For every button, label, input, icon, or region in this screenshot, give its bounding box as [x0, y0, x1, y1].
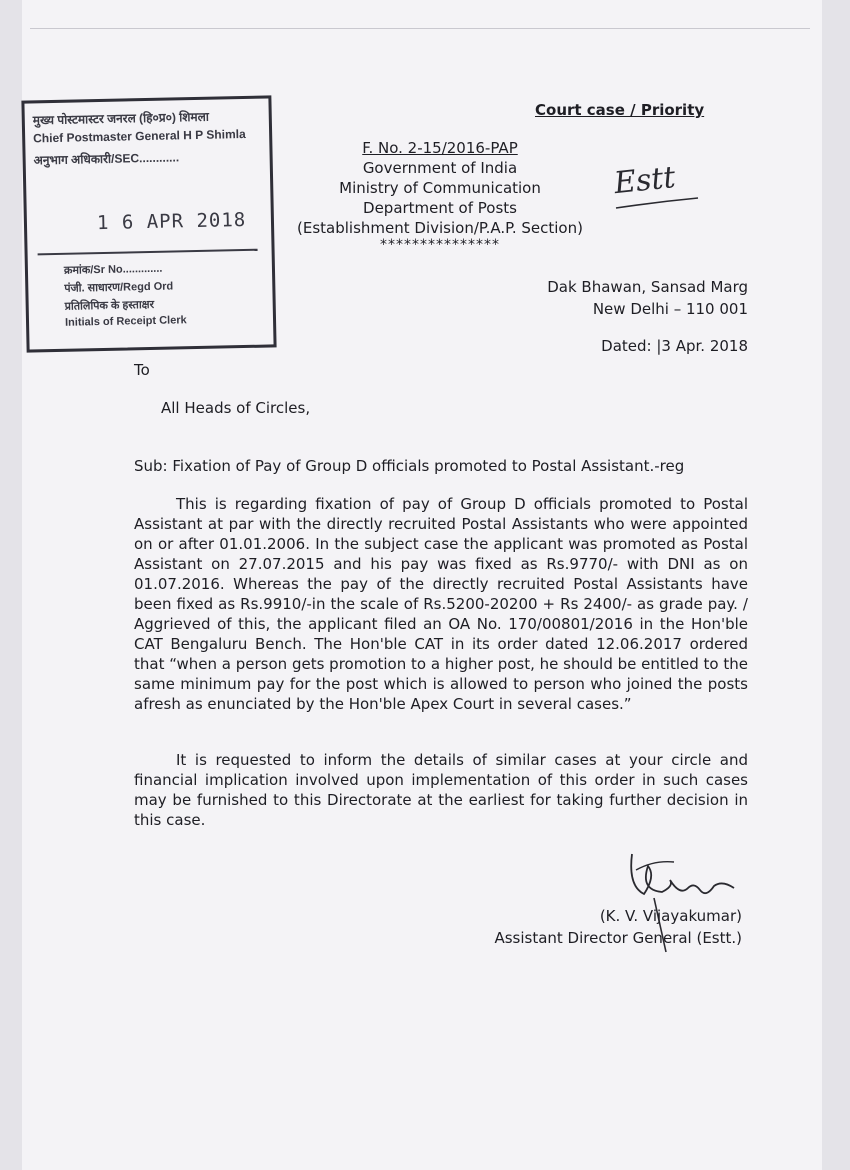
letter-header	[280, 138, 600, 252]
paragraph-2-text: It is requested to inform the details of similar cases at your circle and financial implication involved upon implementation of this order in such cases may be furnished to this Directorate at the earliest for taking further decision in this case.	[134, 751, 748, 829]
header-ministry: Ministry of Communication	[339, 179, 541, 197]
stamp-office-english: Chief Postmaster General H P Shimla	[33, 126, 246, 146]
stamp-initials-hindi: प्रतिलिपिक के हस्ताक्षर	[64, 298, 155, 313]
letter-date: Dated: |3 Apr. 2018	[601, 337, 748, 355]
to-label: To	[134, 361, 150, 379]
address-line-2: New Delhi – 110 001	[592, 300, 748, 318]
stamp-serial-label: क्रमांक/Sr No.............	[63, 262, 163, 277]
signatory-designation: Assistant Director General (Estt.)	[494, 929, 742, 947]
header-division: (Establishment Division/P.A.P. Section)	[297, 219, 583, 237]
handwritten-annotation	[606, 150, 706, 216]
header-government: Government of India	[362, 159, 518, 177]
addressee: All Heads of Circles,	[161, 399, 311, 417]
stamp-office-hindi: मुख्य पोस्टमास्टर जनरल (हि०प्र०) शिमला	[32, 109, 210, 128]
header-department: Department of Posts	[363, 199, 517, 217]
body-paragraph-2	[134, 750, 748, 830]
signatory-name: (K. V. Vijayakumar)	[599, 907, 742, 925]
stamp-initials-label: Initials of Receipt Clerk	[64, 314, 187, 329]
receipt-stamp	[21, 95, 276, 352]
stamp-regd-label: पंजी. साधारण/Regd Ord	[64, 280, 174, 295]
stamp-section: अनुभाग अधिकारी/SEC............	[33, 150, 180, 168]
header-stars: ***************	[380, 237, 500, 253]
page-edge-line	[30, 28, 810, 29]
paragraph-1-text: This is regarding fixation of pay of Group D officials promoted to Postal Assistant at par with the directly recruited Postal Assistants who were appointed on or after 01.01.2006. In the subject case the applicant was promoted as Postal Assistant on 27.07.2015 and his pay was fixed as Rs.9770/- with DNI as on 01.07.2016. Whereas the pay of the directly recruited Postal Assistants have been fixed as Rs.9910/-in the scale of Rs.5200-20200 + Rs 2400/- as grade pay. / Aggrieved of this, the applicant filed an OA No. 170/00801/2016 in the Hon'ble CAT Bengaluru Bench. The Hon'ble CAT in its order dated 12.06.2017 ordered that “when a person gets promotion to a higher post, he should be entitled to the same minimum pay for the post which is allowed to person who joined the posts afresh as enunciated by the Hon'ble Apex Court in several cases.”	[134, 495, 748, 713]
body-paragraph-1	[134, 494, 748, 714]
annotation-text: Estt	[612, 160, 678, 202]
stamp-date: 1 6 APR 2018	[96, 208, 247, 235]
priority-label: Court case / Priority	[535, 101, 705, 119]
address-line-1: Dak Bhawan, Sansad Marg	[547, 278, 748, 296]
subject-line: Sub: Fixation of Pay of Group D officials promoted to Postal Assistant.-reg	[134, 457, 685, 475]
file-number: F. No. 2-15/2016-PAP	[362, 139, 518, 157]
sender-address	[480, 276, 748, 320]
stamp-divider	[38, 249, 258, 256]
